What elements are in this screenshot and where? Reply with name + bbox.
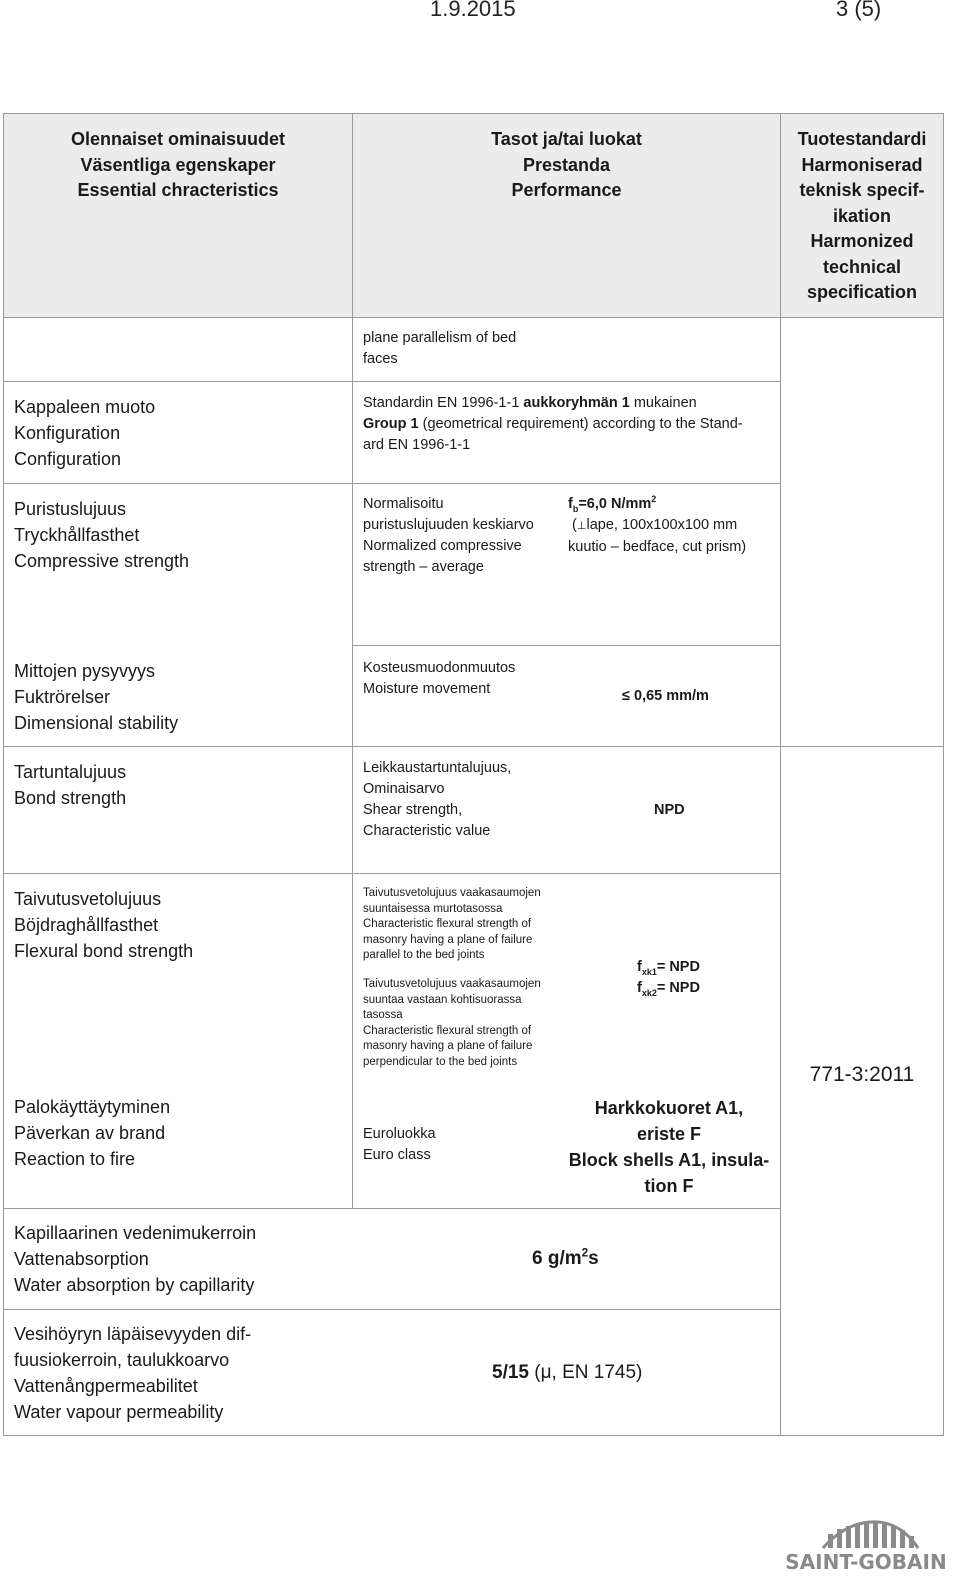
vapour-value: 5/15 (μ, EN 1745): [492, 1362, 643, 1383]
saint-gobain-wordmark: SAINT-GOBAIN: [785, 1550, 947, 1574]
document-date: 1.9.2015: [430, 0, 516, 21]
plane-parallelism-text: plane parallelism of bed faces: [363, 330, 517, 367]
bond-value: NPD: [654, 802, 685, 818]
table-rule: [3, 1435, 944, 1436]
table-rule: [3, 113, 4, 1436]
header-standard: Tuotestandardi Harmoniserad teknisk specif- ikation Harmonized technical specification: [797, 129, 927, 302]
compressive-characteristic: Puristuslujuus Tryckhållfasthet Compressive strength: [14, 499, 190, 571]
table-rule: [3, 1309, 781, 1310]
table-rule: [352, 381, 781, 382]
table-rule: [352, 645, 781, 646]
compressive-value: $f_b=6,0$ $N/mm^2$ (⊥lape, 100x100x100 mm kuutio – bedface, cut prism): [568, 494, 747, 555]
saint-gobain-arch-logo-icon: [790, 1510, 950, 1550]
table-rule: [3, 381, 353, 382]
table-rule: [3, 317, 944, 318]
header-characteristics: Olennaiset ominaisuudet Väsentliga egenskaper Essential chracteristics: [70, 129, 286, 200]
flexural-method-parallel: Taivutusvetolujuus vaakasaumojen suuntaisessa murtotasossa Characteristic flexural strength of masonry having a plane of failure parallel to the bed joints: [363, 887, 541, 961]
table-rule: [780, 113, 781, 1436]
water-absorption-characteristic: Kapillaarinen vedenimukerroin Vattenabsorption Water absorption by capillarity: [14, 1223, 257, 1295]
table-rule: [3, 873, 781, 874]
table-rule: [3, 483, 781, 484]
header-performance: Tasot ja/tai luokat Prestanda Performance: [491, 129, 642, 200]
dimensional-characteristic: Mittojen pysyvyys Fuktrörelser Dimensional stability: [14, 661, 179, 733]
fire-characteristic: Palokäyttäytyminen Päverkan av brand Reaction to fire: [14, 1097, 171, 1169]
flexural-values: $f_{xk1}=$ NPD $f_{xk2}=$ NPD: [637, 959, 700, 998]
product-standard: 771-3:2011: [809, 1063, 915, 1086]
flexural-characteristic: Taivutusvetolujuus Böjdraghållfasthet Flexural bond strength: [14, 889, 194, 961]
fire-value: Harkkokuoret A1, eriste F Block shells A1, insula- tion F: [568, 1098, 770, 1196]
perpendicular-symbol: ⊥: [576, 520, 587, 532]
vapour-characteristic: Vesihöyryn läpäisevyyden dif- fuusiokerroin, taulukkoarvo Vattenångpermeabilitet Water vapour permeability: [14, 1324, 252, 1422]
table-rule: [3, 746, 944, 747]
page-number: 3 (5): [836, 0, 882, 21]
water-absorption-value: 6 $g/m^2s$: [532, 1246, 599, 1269]
dimensional-value: ≤ 0,65 mm/m: [622, 688, 709, 704]
bond-method: Leikkaustartuntalujuus, Ominaisarvo Shear strength, Characteristic value: [363, 760, 512, 839]
table-rule: [3, 113, 944, 114]
flexural-method-perpendicular: Taivutusvetolujuus vaakasaumojen suuntaa vastaan kohtisuorassa tasossa Characteristic flexural strength of masonry having a plane of failure perpendicular to the bed joints: [363, 978, 541, 1068]
bond-characteristic: Tartuntalujuus Bond strength: [14, 762, 127, 808]
table-rule: [943, 113, 944, 1436]
dimensional-method: Kosteusmuodonmuutos Moisture movement: [363, 660, 516, 697]
configuration-performance: Standardin EN 1996-1-1 aukkoryhmän 1 mukainen Group 1 (geometrical requirement) according to the Stand- ard EN 1996-1-1: [363, 395, 743, 453]
saint-gobain-logo: [785, 1510, 950, 1580]
table-rule: [352, 113, 353, 1209]
configuration-characteristic: Kappaleen muoto Konfiguration Configuration: [14, 397, 156, 469]
table-rule: [3, 1208, 781, 1209]
fire-method: Euroluokka Euro class: [363, 1126, 436, 1163]
compressive-method: Normalisoitu puristuslujuuden keskiarvo Normalized compressive strength – average: [363, 496, 534, 575]
